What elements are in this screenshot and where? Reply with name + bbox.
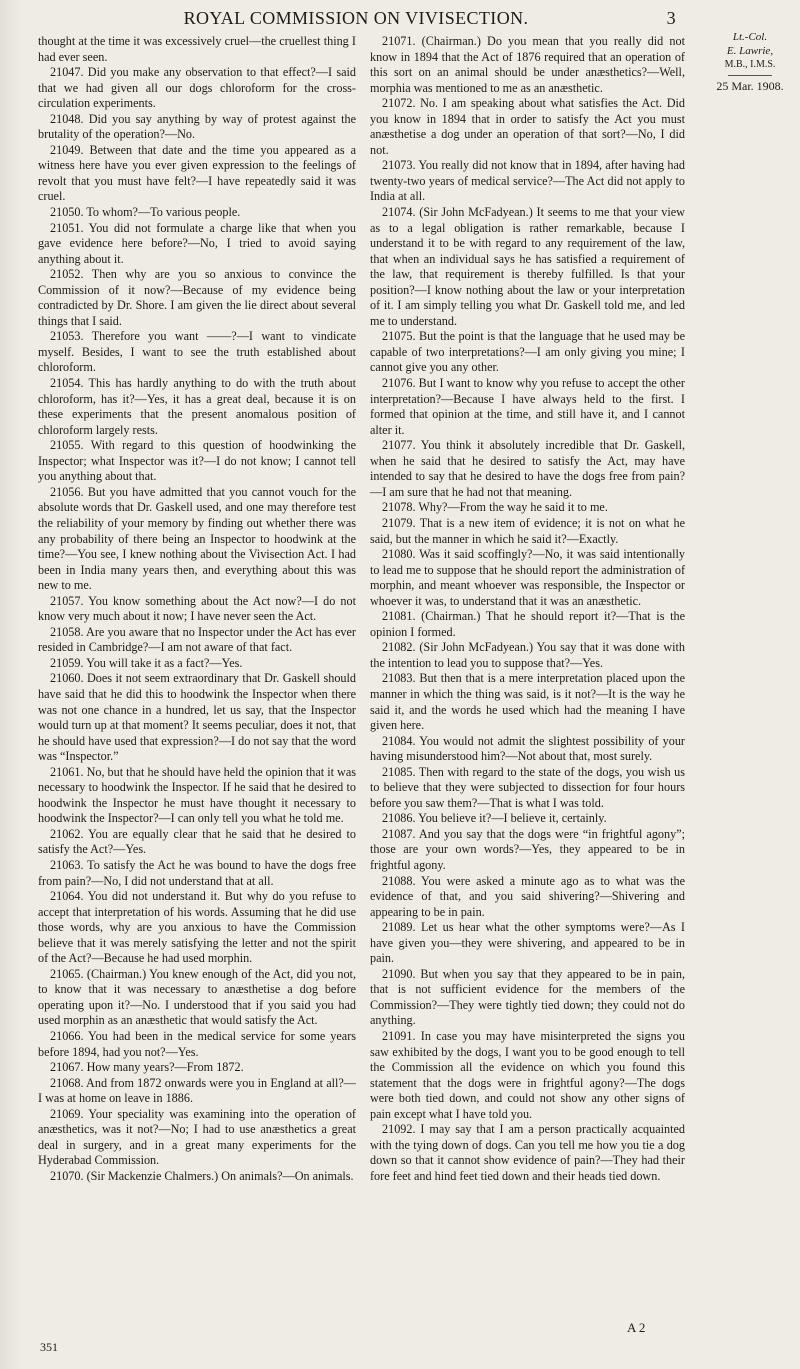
paragraph: 21087. And you say that the dogs were “in frightful agony”; those are your own words?—Yes, they appeared to be in frightful agony. [370,826,685,872]
paragraph: 21058. Are you aware that no Inspector under the Act has ever resided in Cambridge?—I am not aware of that fact. [38,624,356,655]
paragraph: 21065. (Chairman.) You knew enough of the Act, did you not, to know that it was necessary to anæsthetise a dog before operating upon it?—No. I understood that if you said you had used morphin as an anæsthetic that would satisfy the Act. [38,966,356,1028]
page-number: 3 [666,8,676,28]
witness-margin-note [702,30,798,93]
paragraph: 21068. And from 1872 onwards were you in England at all?—I was at home on leave in 1886. [38,1075,356,1106]
paragraph: 21078. Why?—From the way he said it to me. [382,500,608,515]
paragraph: 21070. (Sir Mackenzie Chalmers.) On animals?—On animals. [50,1168,354,1183]
paragraph: 21089. Let us hear what the other symptoms were?—As I have given you—they were shivering, and appeared to be in pain. [370,920,685,966]
paragraph: 21062. You are equally clear that he said that he desired to satisfy the Act?—Yes. [38,826,356,857]
paragraph: 21072. No. I am speaking about what satisfies the Act. Did you know in 1894 that in order to satisfy the Act you must anæsthetise a dog under an operation of that sort?—No, I did not. [370,96,685,157]
paragraph: 21059. You will take it as a fact?—Yes. [50,655,243,670]
paragraph: 21057. You know something about the Act now?—I do not know very much about it now; I have never seen the Act. [38,593,356,624]
paragraph: 21060. Does it not seem extraordinary that Dr. Gaskell should have said that he did this to hoodwink the Inspector when there was not one chance in a hundred, let us say, that the Inspector would turn up at that moment? It seems peculiar, does it not, that he should have used that expression?—I do not say that the word was “Inspector.” [38,671,356,764]
paragraph: 21074. (Sir John McFadyean.) It seems to me that your view as to a legal obligation is rather remarkable, because I understand it to be with regard to any requirement of the law, that when an individual says he has satisfied a requirement of the law, that requirement is thereby fulfilled. Is that your position?—I know nothing about the law or your interpretation of it. I am simply telling you what Dr. Gaskell told me, and led me to understand. [370,205,685,328]
paragraph: 21048. Did you say anything by way of protest against the brutality of the operation?—No. [38,111,356,142]
paragraph: 21080. Was it said scoffingly?—No, it was said intentionally to lead me to suppose that he should report the administration of morphin, and meant whoever was responsible, the Inspector or whoever it was, to understand that it was an anæsthetic. [370,547,685,608]
paragraph: 21069. Your speciality was examining into the operation of anæsthetics, was it not?—No; I had to use anæsthetics a great deal in surgery, and in a great many experiments for the Hyderabad Commission. [38,1106,356,1168]
witness-rank: M.B., I.M.S. [724,59,776,70]
paragraph: 21075. But the point is that the language that he used may be capable of two interpretations?—I am only giving you mine; I cannot give you any other. [370,329,685,375]
paragraph: 21054. This has hardly anything to do with the truth about chloroform, has it?—Yes, it has a great deal, because it is on these experiments that the present anomalous position of chloroform largely rests. [38,376,356,437]
paragraph: 21064. You did not understand it. But why do you refuse to accept that interpretation of his words. Assuming that he did use those words, why are you anxious to have the Commission believe that it was merely satisfying the letter and not the spirit of the Act?—Because he had used morphin. [38,889,356,966]
paragraph: thought at the time it was excessively cruel—the cruellest thing I had ever seen. [38,34,356,64]
paragraph: 21050. To whom?—To various people. [50,205,241,220]
witness-name-line2: E. Lawrie, [726,45,774,57]
paragraph: 21090. But when you say that they appeared to be in pain, that is not sufficient evidence for the members of the Commission?—They were tightly tied down; they could not do anything. [370,966,685,1028]
paragraph: 21066. You had been in the medical service for some years before 1894, had you not?—Yes. [38,1029,356,1059]
paragraph: 21053. Therefore you want ——?—I want to vindicate myself. Besides, I want to see the truth established about chloroform. [38,329,356,375]
paragraph: 21049. Between that date and the time you appeared as a witness here have you ever given expression to the feelings of revolt that you must have felt?—I have repeatedly said it was cruel. [38,142,356,204]
paragraph: 21052. Then why are you so anxious to convince the Commission of it now?—Because of my evidence being contradicted by Dr. Shore. I am given the lie direct about several things that I said. [38,267,356,328]
right-column [370,34,685,1184]
paragraph: 21082. (Sir John McFadyean.) You say that it was done with the intention to lead you to suppose that?—Yes. [370,640,685,670]
paragraph: 21084. You would not admit the slightest possibility of your having misunderstood him?—Not about that, most surely. [370,733,685,764]
paragraph: 21088. You were asked a minute ago as to what was the evidence of that, and you said shivering?—Shivering and appearing to be in pain. [370,873,685,919]
paragraph: 21055. With regard to this question of hoodwinking the Inspector; what Inspector was it?—I do not know; I cannot tell you anything about that. [38,438,356,484]
paragraph: 21081. (Chairman.) That he should report it?—That is the opinion I formed. [370,609,685,639]
signature-mark: A 2 [627,1320,646,1335]
left-column [38,34,356,1184]
paragraph: 21047. Did you make any observation to that effect?—I said that we had given all our dogs chloroform for the cross-circulation experiments. [38,65,356,111]
paragraph: 21056. But you have admitted that you cannot vouch for the absolute words that Dr. Gaskell used, and one may therefore test the reliability of your memory by finding out whether there was any probability of there being an Inspector to hoodwink at the time?—You see, I knew nothing about the Vivisection Act. I had been in India many years then, and everything about this was new to me. [38,484,356,593]
witness-name-line1: Lt.-Col. [732,31,768,43]
paragraph: 21067. How many years?—From 1872. [50,1060,244,1075]
margin-rule [728,75,772,76]
paragraph: 21073. You really did not know that in 1894, after having had twenty-two years of medical service?—The Act did not apply to India at all. [370,158,685,204]
page-header [36,8,676,29]
paragraph: 21076. But I want to know why you refuse to accept the other interpretation?—Because I have always held to the first. I formed that opinion at the time, and still have it, and I cannot alter it. [370,376,685,437]
witness-date: 25 Mar. 1908. [716,79,784,93]
paragraph: 21061. No, but that he should have held the opinion that it was necessary to hoodwink the Inspector. If he said that he desired to hoodwink the Inspector he must have thought it necessary to hoodwink the Inspector?—I can only tell you what he told me. [38,764,356,826]
paragraph: 21086. You believe it?—I believe it, certainly. [382,811,607,826]
paragraph: 21077. You think it absolutely incredible that Dr. Gaskell, when he said that he desired to satisfy the Act, may have intended to say that he desired to have the dogs free from pain?—I am sure that he had not that meaning. [370,438,685,499]
running-title: ROYAL COMMISSION ON VIVISECTION. [183,8,529,28]
paragraph: 21063. To satisfy the Act he was bound to have the dogs free from pain?—No, I did not understand that at all. [38,857,356,888]
page-edge-shadow [0,0,22,1369]
paragraph: 21092. I may say that I am a person practically acquainted with the tying down of dogs. Can you tell me how you tie a dog down so that it cannot show evidence of pain?—They had their fore feet and hind feet tied down and their heads tied down. [370,1122,685,1183]
paragraph: 21051. You did not formulate a charge like that when you gave evidence here before?—No, I tried to avoid saying anything about it. [38,220,356,266]
paragraph: 21079. That is a new item of evidence; it is not on what he said, but the manner in which he said it?—Exactly. [370,515,685,546]
paragraph: 21071. (Chairman.) Do you mean that you really did not know in 1894 that the Act of 1876 required that an operation of this sort on an animal should be under anæsthetics?—Well, morphia was mentioned to me as an anæsthetic. [370,34,685,95]
paragraph: 21091. In case you may have misinterpreted the signs you saw exhibited by the dogs, I want you to be good enough to tell the Commission all the evidence on which you found this statement that the dogs were in frightful agony?—The dogs were both tied down, and could not show any other signs of pain except what I have told you. [370,1029,685,1121]
paragraph: 21085. Then with regard to the state of the dogs, you wish us to believe that they were subjected to dissection for four hours before you saw them?—That is what I was told. [370,764,685,810]
paragraph: 21083. But then that is a mere interpretation placed upon the manner in which the thing was said, is it not?—It is the way he said it, and the words he used which had the meaning I have given here. [370,671,685,733]
printer-code: 351 [40,1340,58,1354]
